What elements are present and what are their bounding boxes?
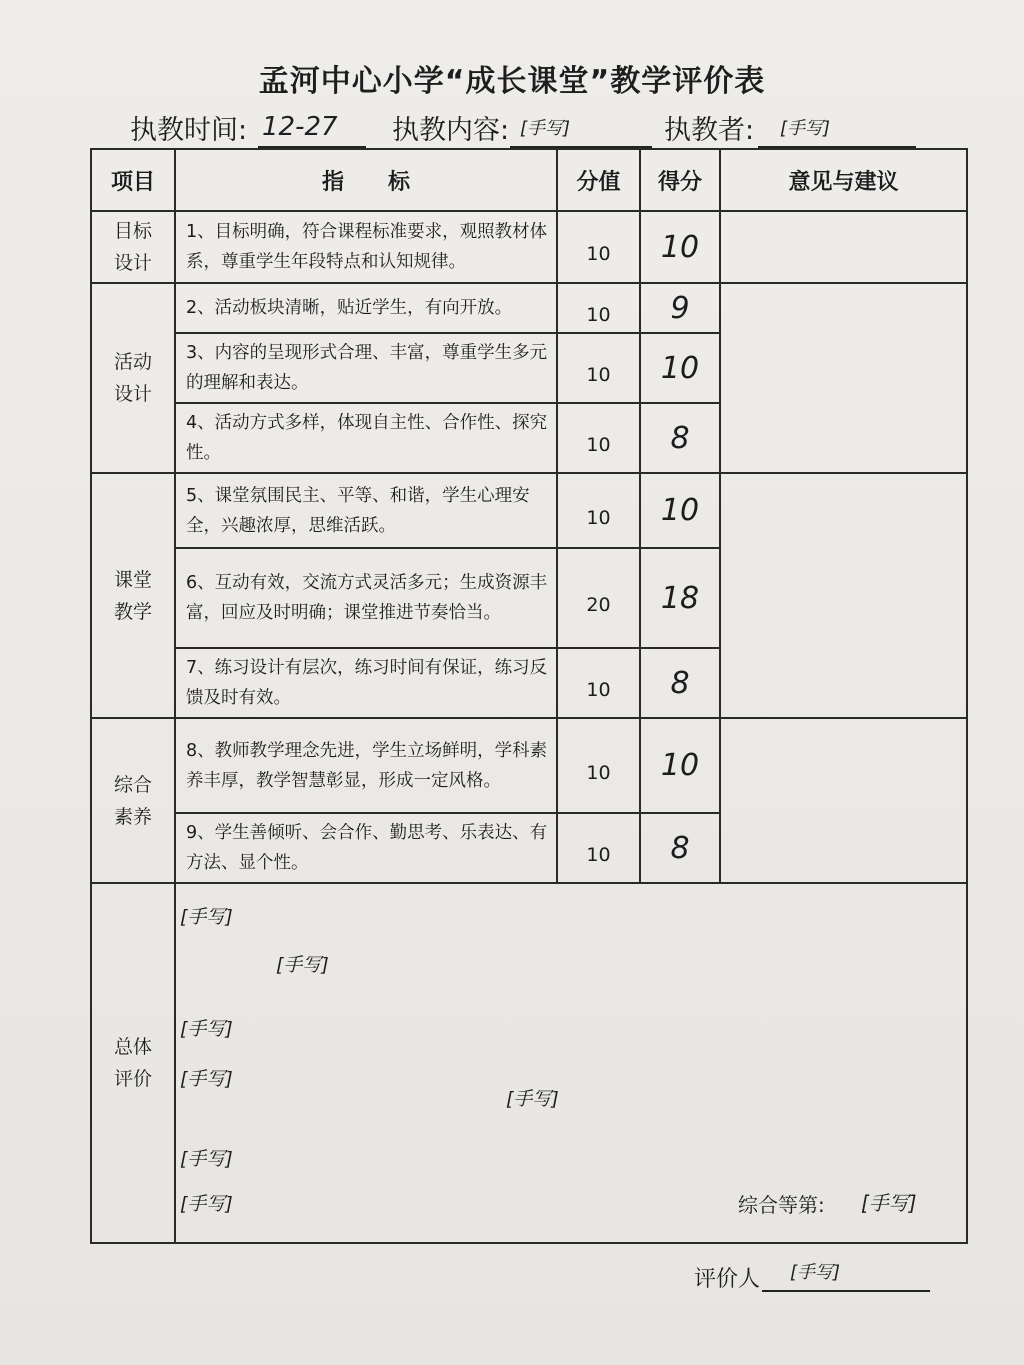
handwritten-note: [手写] bbox=[180, 1193, 233, 1215]
table-row bbox=[91, 211, 967, 283]
points-cell: 10 bbox=[557, 648, 640, 718]
comment-cell bbox=[720, 211, 967, 283]
category-comprehensive-quality: 综合 素养 bbox=[91, 718, 175, 883]
handwritten-note: [手写] bbox=[180, 906, 233, 928]
score-cell: 18 bbox=[640, 548, 720, 648]
comment-cell bbox=[720, 718, 967, 883]
points-cell: 10 bbox=[557, 211, 640, 283]
header-score: 得分 bbox=[640, 149, 720, 211]
score-cell: 10 bbox=[640, 473, 720, 548]
time-value: 12-27 bbox=[262, 112, 338, 142]
score-cell: 8 bbox=[640, 648, 720, 718]
header-indicator: 指 标 bbox=[175, 149, 557, 211]
header-project: 项目 bbox=[91, 149, 175, 211]
evaluator-signature: [手写] bbox=[790, 1262, 841, 1283]
form-title: 孟河中心小学“成长课堂”教学评价表 bbox=[258, 64, 766, 99]
indicator-text: 5、课堂氛围民主、平等、和谐，学生心理安全，兴趣浓厚，思维活跃。 bbox=[175, 473, 557, 548]
indicator-text: 7、练习设计有层次，练习时间有保证，练习反馈及时有效。 bbox=[175, 648, 557, 718]
indicator-text: 4、活动方式多样，体现自主性、合作性、探究性。 bbox=[175, 403, 557, 473]
comment-cell bbox=[720, 283, 967, 473]
score-cell: 8 bbox=[640, 403, 720, 473]
score-cell: 10 bbox=[640, 333, 720, 403]
indicator-text: 3、内容的呈现形式合理、丰富，尊重学生多元的理解和表达。 bbox=[175, 333, 557, 403]
comment-cell bbox=[720, 473, 967, 718]
points-cell: 10 bbox=[557, 718, 640, 813]
category-overall-evaluation: 总体 评价 bbox=[91, 883, 175, 1243]
table-header-row bbox=[91, 149, 967, 211]
points-cell: 20 bbox=[557, 548, 640, 648]
points-cell: 10 bbox=[557, 403, 640, 473]
indicator-text: 8、教师教学理念先进，学生立场鲜明，学科素养丰厚，教学智慧彰显，形成一定风格。 bbox=[175, 718, 557, 813]
grade-value: [手写] bbox=[861, 1191, 917, 1215]
category-goal-design: 目标 设计 bbox=[91, 211, 175, 283]
summary-row bbox=[91, 883, 967, 1243]
table-row bbox=[91, 473, 967, 548]
handwritten-note: [手写] bbox=[506, 1088, 559, 1110]
score-cell: 8 bbox=[640, 813, 720, 883]
handwritten-note: [手写] bbox=[180, 1148, 233, 1170]
handwritten-note: [手写] bbox=[276, 954, 329, 976]
indicator-text: 1、目标明确，符合课程标准要求，观照教材体系，尊重学生年段特点和认知规律。 bbox=[175, 211, 557, 283]
overall-evaluation-cell bbox=[175, 883, 967, 1243]
grade-label: 综合等第: bbox=[738, 1193, 825, 1217]
evaluator-label: 评价人 bbox=[694, 1267, 761, 1292]
points-cell: 10 bbox=[557, 813, 640, 883]
table-row bbox=[91, 283, 967, 333]
indicator-text: 6、互动有效，交流方式灵活多元；生成资源丰富，回应及时明确；课堂推进节奏恰当。 bbox=[175, 548, 557, 648]
points-cell: 10 bbox=[557, 333, 640, 403]
content-value: [手写] bbox=[520, 118, 571, 139]
score-cell: 9 bbox=[640, 283, 720, 333]
points-cell: 10 bbox=[557, 473, 640, 548]
evaluation-table bbox=[90, 148, 968, 1244]
category-activity-design: 活动 设计 bbox=[91, 283, 175, 473]
teacher-label: 执教者: bbox=[664, 115, 755, 146]
content-label: 执教内容: bbox=[392, 115, 510, 146]
teacher-value: [手写] bbox=[780, 118, 831, 139]
category-classroom-teaching: 课堂 教学 bbox=[91, 473, 175, 718]
score-cell: 10 bbox=[640, 211, 720, 283]
table-row bbox=[91, 718, 967, 813]
evaluator-underline bbox=[762, 1290, 930, 1292]
indicator-text: 9、学生善倾听、会合作、勤思考、乐表达、有方法、显个性。 bbox=[175, 813, 557, 883]
points-cell: 10 bbox=[557, 283, 640, 333]
handwritten-note: [手写] bbox=[180, 1018, 233, 1040]
time-label: 执教时间: bbox=[130, 115, 248, 146]
header-comments: 意见与建议 bbox=[720, 149, 967, 211]
header-points: 分值 bbox=[557, 149, 640, 211]
indicator-text: 2、活动板块清晰，贴近学生，有向开放。 bbox=[175, 283, 557, 333]
score-cell: 10 bbox=[640, 718, 720, 813]
handwritten-note: [手写] bbox=[180, 1068, 233, 1090]
